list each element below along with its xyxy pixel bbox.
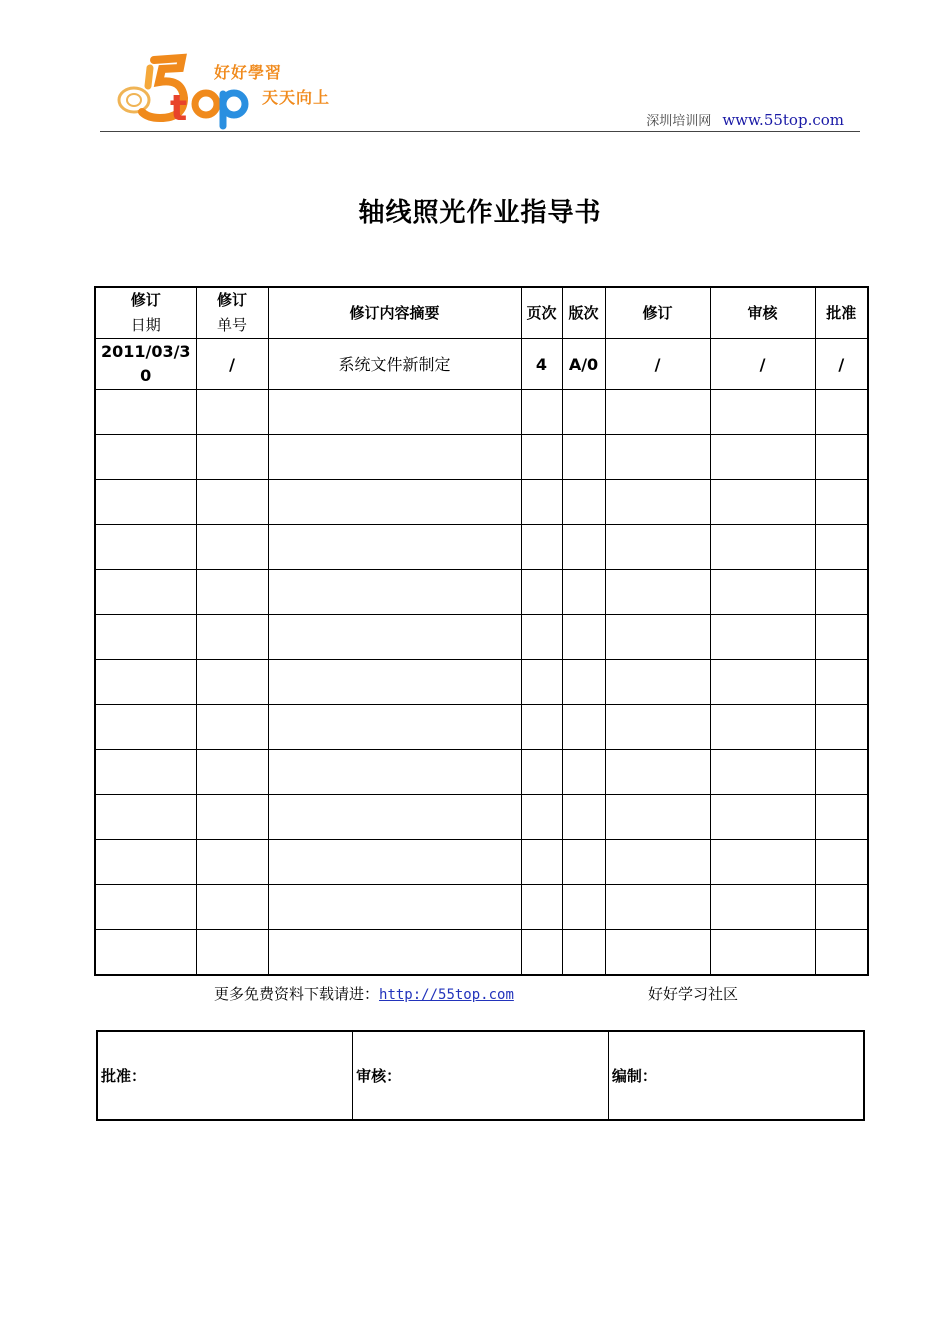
prepare-field: 编制： — [608, 1031, 864, 1120]
empty-cell — [268, 750, 521, 795]
header-version: 版次 — [562, 287, 605, 339]
logo-slogan-top: 好好學習 — [214, 63, 283, 82]
empty-cell — [605, 705, 710, 750]
empty-cell — [95, 615, 196, 660]
table-row — [95, 705, 868, 750]
cell-date: 2011/03/30 — [95, 339, 196, 390]
empty-cell — [196, 885, 268, 930]
empty-cell — [815, 705, 868, 750]
empty-cell — [710, 570, 815, 615]
empty-cell — [605, 660, 710, 705]
empty-cell — [562, 390, 605, 435]
cell-reviewed-by: / — [710, 339, 815, 390]
empty-cell — [710, 885, 815, 930]
empty-cell — [562, 705, 605, 750]
table-row — [95, 840, 868, 885]
empty-cell — [605, 750, 710, 795]
empty-cell — [562, 885, 605, 930]
revision-table — [94, 286, 869, 976]
empty-cell — [710, 930, 815, 976]
empty-cell — [815, 750, 868, 795]
header-revision-date: 修订 日期 — [95, 287, 196, 339]
empty-cell — [605, 390, 710, 435]
table-row — [95, 615, 868, 660]
empty-cell — [196, 435, 268, 480]
empty-cell — [95, 435, 196, 480]
empty-cell — [521, 390, 562, 435]
empty-cell — [562, 570, 605, 615]
empty-cell — [268, 795, 521, 840]
cell-page: 4 — [521, 339, 562, 390]
empty-cell — [562, 840, 605, 885]
empty-cell — [95, 570, 196, 615]
empty-cell — [268, 705, 521, 750]
table-row — [95, 480, 868, 525]
table-row — [95, 885, 868, 930]
empty-cell — [710, 525, 815, 570]
empty-cell — [95, 525, 196, 570]
cell-approved-by: / — [815, 339, 868, 390]
empty-cell — [605, 435, 710, 480]
approve-field: 批准： — [97, 1031, 353, 1120]
empty-cell — [710, 480, 815, 525]
table-row — [95, 339, 868, 390]
site-name: 深圳培训网 — [646, 114, 712, 129]
empty-cell — [815, 795, 868, 840]
empty-cell — [521, 570, 562, 615]
download-note-text: 更多免费资料下载请进： — [214, 985, 380, 1003]
empty-cell — [710, 390, 815, 435]
empty-cell — [95, 705, 196, 750]
empty-cell — [268, 840, 521, 885]
empty-cell — [605, 525, 710, 570]
empty-cell — [268, 660, 521, 705]
table-row — [95, 390, 868, 435]
empty-cell — [710, 840, 815, 885]
empty-cell — [815, 660, 868, 705]
empty-cell — [95, 390, 196, 435]
empty-cell — [815, 930, 868, 976]
empty-cell — [605, 615, 710, 660]
empty-cell — [196, 390, 268, 435]
header-page: 页次 — [521, 287, 562, 339]
empty-cell — [521, 480, 562, 525]
empty-cell — [562, 795, 605, 840]
empty-cell — [196, 795, 268, 840]
empty-cell — [95, 885, 196, 930]
empty-cell — [268, 930, 521, 976]
header-revision-number: 修订 单号 — [196, 287, 268, 339]
empty-cell — [196, 840, 268, 885]
empty-cell — [815, 570, 868, 615]
empty-cell — [196, 705, 268, 750]
empty-cell — [562, 750, 605, 795]
empty-cell — [521, 705, 562, 750]
empty-cell — [521, 885, 562, 930]
document-title: 轴线照光作业指导书 — [358, 198, 602, 228]
empty-cell — [605, 930, 710, 976]
header-approved-by: 批准 — [815, 287, 868, 339]
empty-cell — [95, 660, 196, 705]
empty-cell — [710, 660, 815, 705]
empty-cell — [815, 840, 868, 885]
site-url-link[interactable]: www.55top.com — [722, 111, 844, 129]
empty-cell — [605, 570, 710, 615]
empty-cell — [268, 480, 521, 525]
empty-cell — [521, 840, 562, 885]
header-reviewed-by: 审核 — [710, 287, 815, 339]
empty-cell — [196, 660, 268, 705]
empty-cell — [196, 750, 268, 795]
empty-cell — [268, 615, 521, 660]
empty-cell — [521, 525, 562, 570]
empty-cell — [521, 750, 562, 795]
empty-cell — [268, 885, 521, 930]
empty-cell — [562, 525, 605, 570]
empty-cell — [196, 570, 268, 615]
empty-cell — [562, 660, 605, 705]
table-row — [95, 570, 868, 615]
empty-cell — [710, 615, 815, 660]
table-row — [95, 750, 868, 795]
empty-cell — [815, 390, 868, 435]
cell-summary: 系统文件新制定 — [268, 339, 521, 390]
empty-cell — [521, 795, 562, 840]
empty-cell — [710, 750, 815, 795]
revision-header-row — [95, 287, 868, 339]
review-field: 审核： — [353, 1031, 609, 1120]
community-name: 好好学习社区 — [648, 985, 739, 1003]
empty-cell — [268, 435, 521, 480]
table-row — [95, 795, 868, 840]
site-line — [646, 110, 844, 129]
empty-cell — [95, 480, 196, 525]
table-row — [95, 435, 868, 480]
empty-cell — [196, 930, 268, 976]
empty-cell — [710, 705, 815, 750]
empty-cell — [268, 525, 521, 570]
empty-cell — [710, 435, 815, 480]
cell-version: A/0 — [562, 339, 605, 390]
cell-number: / — [196, 339, 268, 390]
header-revised-by: 修订 — [605, 287, 710, 339]
empty-cell — [521, 660, 562, 705]
header-divider — [100, 131, 860, 132]
empty-cell — [815, 480, 868, 525]
empty-cell — [95, 750, 196, 795]
cell-revised-by: / — [605, 339, 710, 390]
empty-cell — [268, 570, 521, 615]
empty-cell — [605, 840, 710, 885]
empty-cell — [562, 930, 605, 976]
empty-cell — [521, 930, 562, 976]
empty-cell — [562, 435, 605, 480]
empty-cell — [605, 480, 710, 525]
empty-cell — [562, 615, 605, 660]
empty-cell — [196, 525, 268, 570]
empty-cell — [710, 795, 815, 840]
table-row — [95, 930, 868, 976]
empty-cell — [562, 480, 605, 525]
table-row — [95, 525, 868, 570]
empty-cell — [196, 480, 268, 525]
empty-cell — [521, 435, 562, 480]
header-revision-summary: 修订内容摘要 — [268, 287, 521, 339]
empty-cell — [95, 840, 196, 885]
empty-cell — [605, 795, 710, 840]
empty-cell — [815, 525, 868, 570]
signature-table — [96, 1030, 865, 1121]
svg-text:t: t — [170, 88, 188, 129]
empty-cell — [95, 795, 196, 840]
empty-cell — [605, 885, 710, 930]
empty-cell — [196, 615, 268, 660]
download-note — [214, 983, 514, 1004]
table-row — [95, 660, 868, 705]
empty-cell — [815, 435, 868, 480]
logo-slogan-bottom: 天天向上 — [262, 88, 331, 107]
empty-cell — [521, 615, 562, 660]
empty-cell — [95, 930, 196, 976]
empty-cell — [815, 885, 868, 930]
download-link[interactable]: http://55top.com — [379, 987, 514, 1003]
empty-cell — [815, 615, 868, 660]
empty-cell — [268, 390, 521, 435]
